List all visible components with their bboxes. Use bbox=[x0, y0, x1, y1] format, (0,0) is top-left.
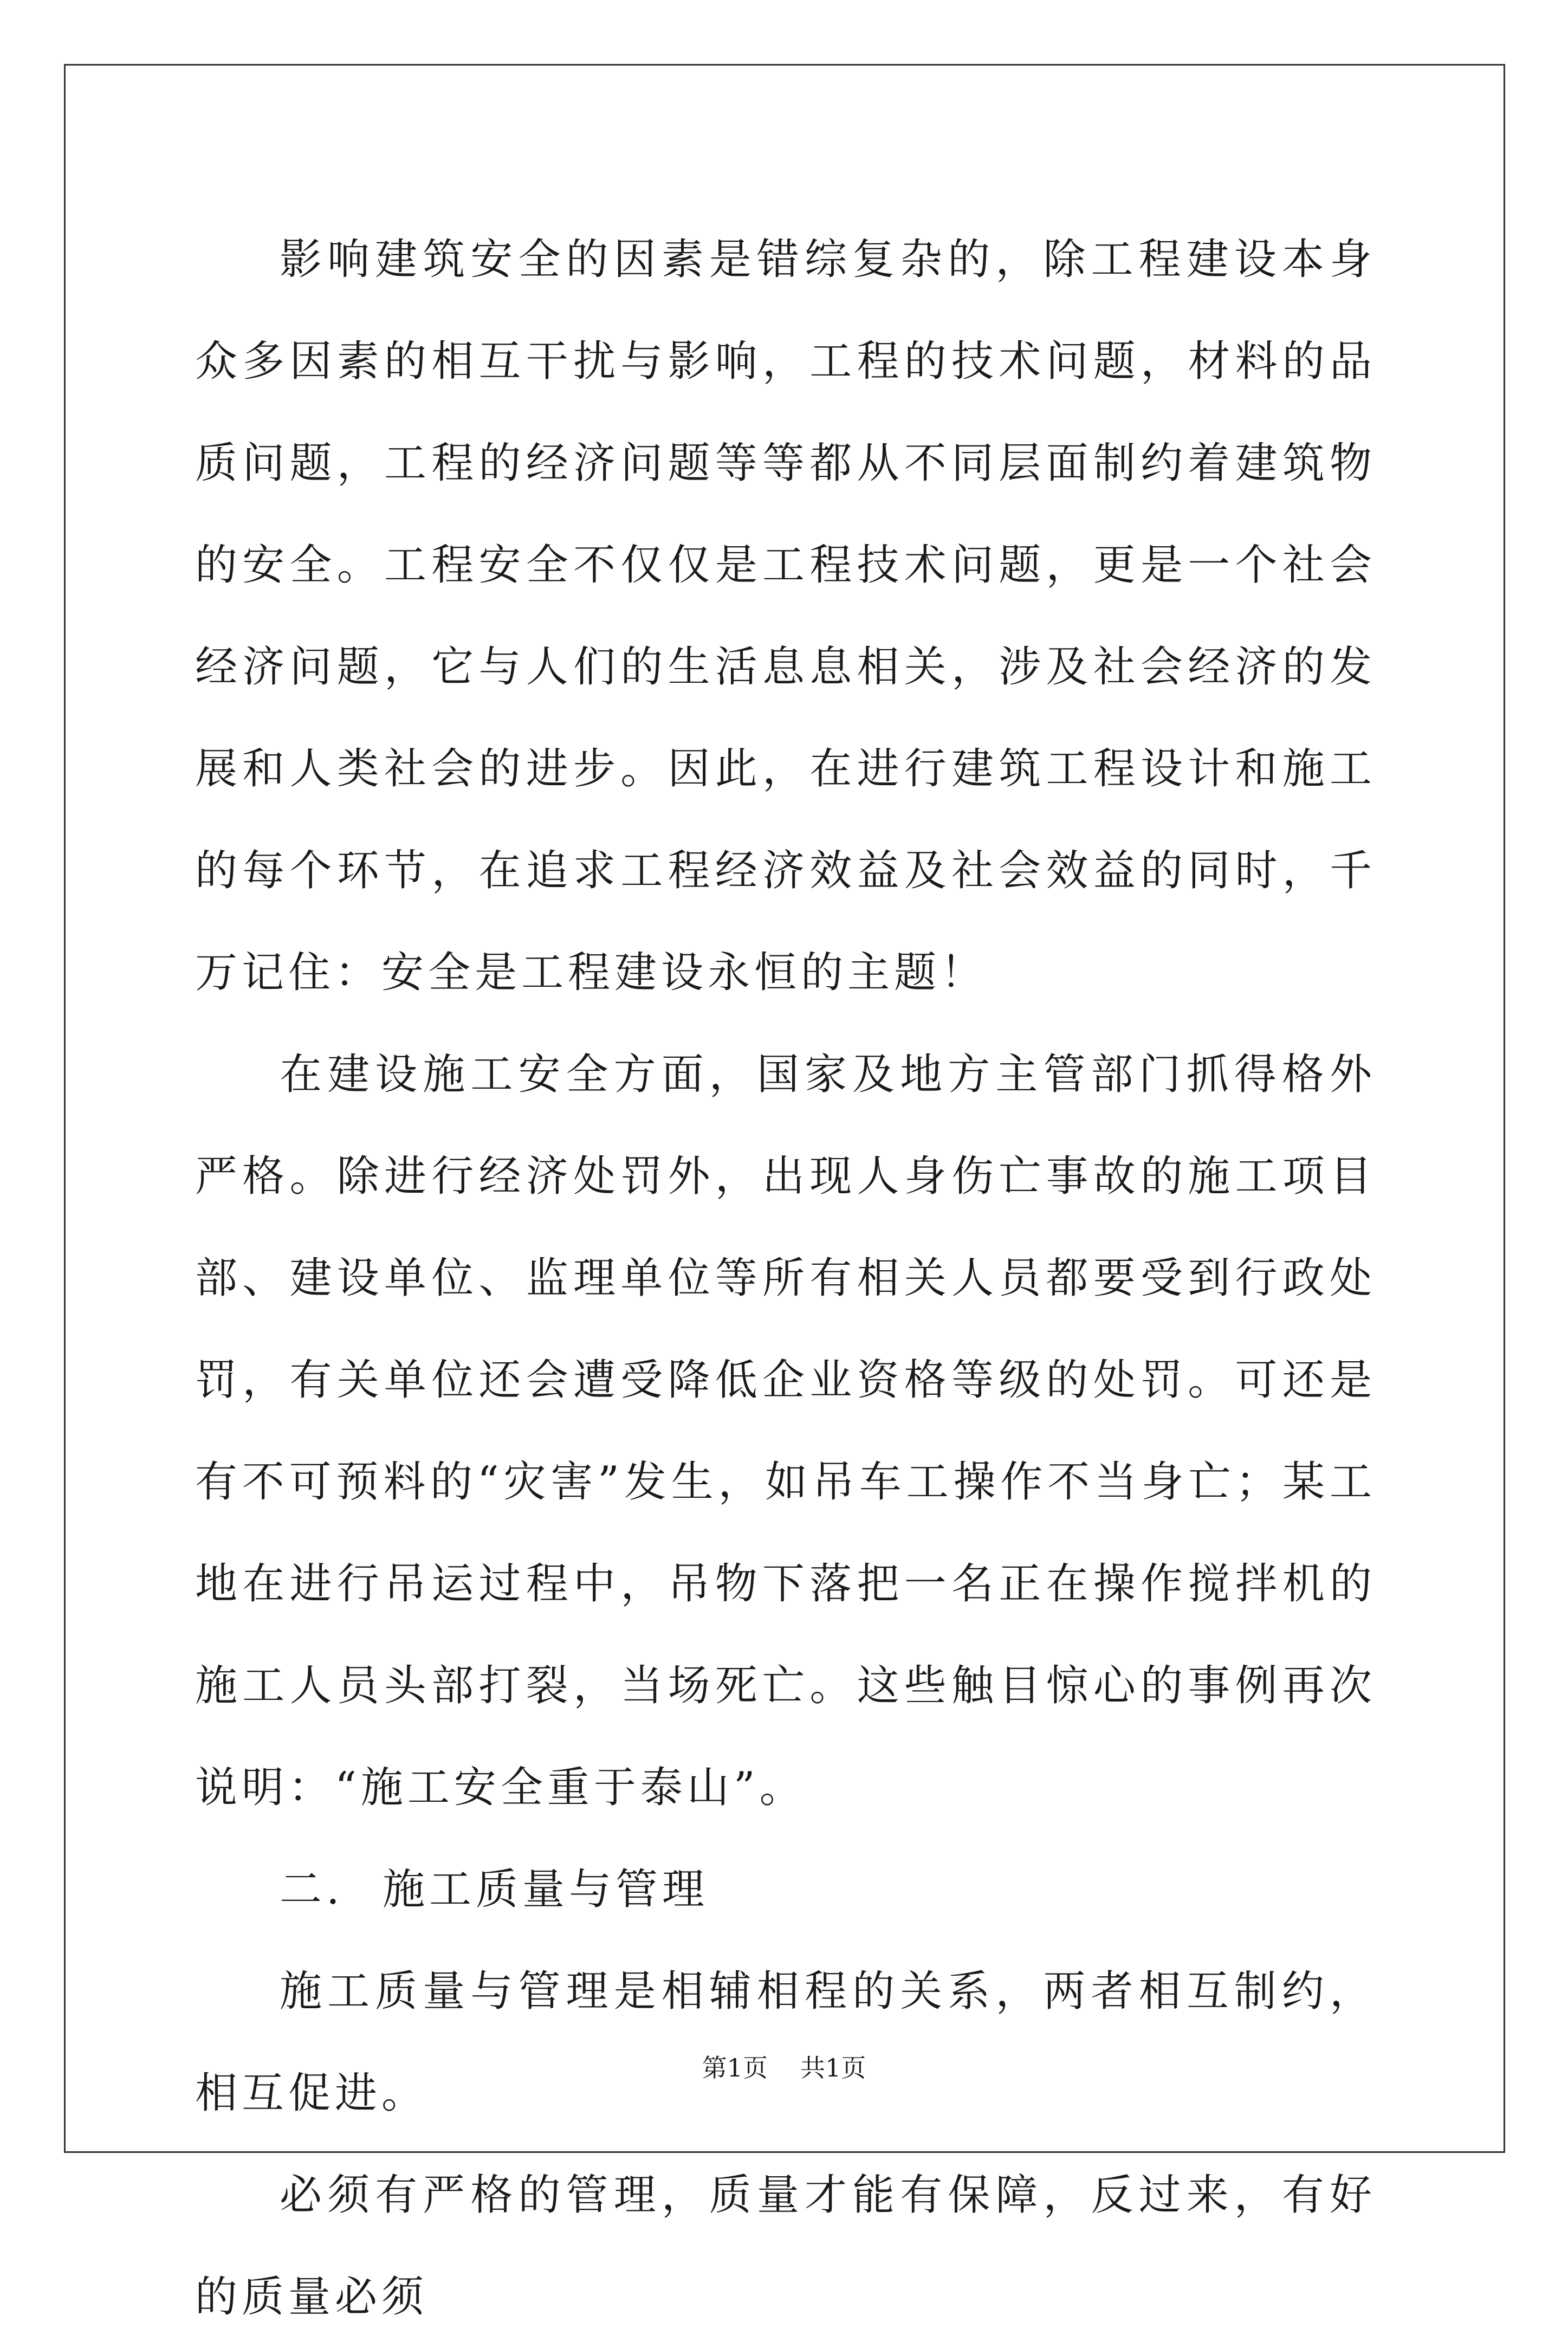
paragraph-2: 在建设施工安全方面，国家及地方主管部门抓得格外严格。除进行经济处罚外，出现人身伤亡事故的施工项目部、建设单位、监理单位等所有相关人员都要受到行政处罚，有关单位还会遭受降低企业资格等级的处罚。可还是有不可预料的“灾害”发生，如吊车工操作不当身亡；某工地在进行吊运过程中，吊物下落把一名正在操作搅拌机的施工人员头部打裂，当场死亡。这些触目惊心的事例再次说明：“施工安全重于泰山”。 bbox=[195, 1050, 1376, 1812]
paragraph-3: 施工质量与管理是相辅相程的关系，两者相互制约，相互促进。 bbox=[195, 1967, 1376, 2118]
section-title: 施工质量与管理 bbox=[383, 1865, 709, 1914]
page-number: 第1页 bbox=[702, 2053, 768, 2082]
document-body bbox=[195, 209, 1376, 2348]
paragraph-4: 必须有严格的管理，质量才能有保障，反过来，有好的质量必须 bbox=[195, 2171, 1376, 2321]
section-number: 二. bbox=[280, 1865, 344, 1914]
paragraph-1: 影响建筑安全的因素是错综复杂的，除工程建设本身众多因素的相互干扰与影响，工程的技术问题，材料的品质问题，工程的经济问题等等都从不同层面制约着建筑物的安全。工程安全不仅仅是工程技术问题，更是一个社会经济问题，它与人们的生活息息相关，涉及社会经济的发展和人类社会的进步。因此，在进行建筑工程设计和施工的每个环节，在追求工程经济效益及社会效益的同时，千万记住：安全是工程建设永恒的主题！ bbox=[195, 235, 1376, 997]
page-total: 共1页 bbox=[800, 2053, 866, 2082]
page-footer bbox=[0, 2048, 1568, 2084]
section-heading bbox=[195, 1839, 1376, 1941]
